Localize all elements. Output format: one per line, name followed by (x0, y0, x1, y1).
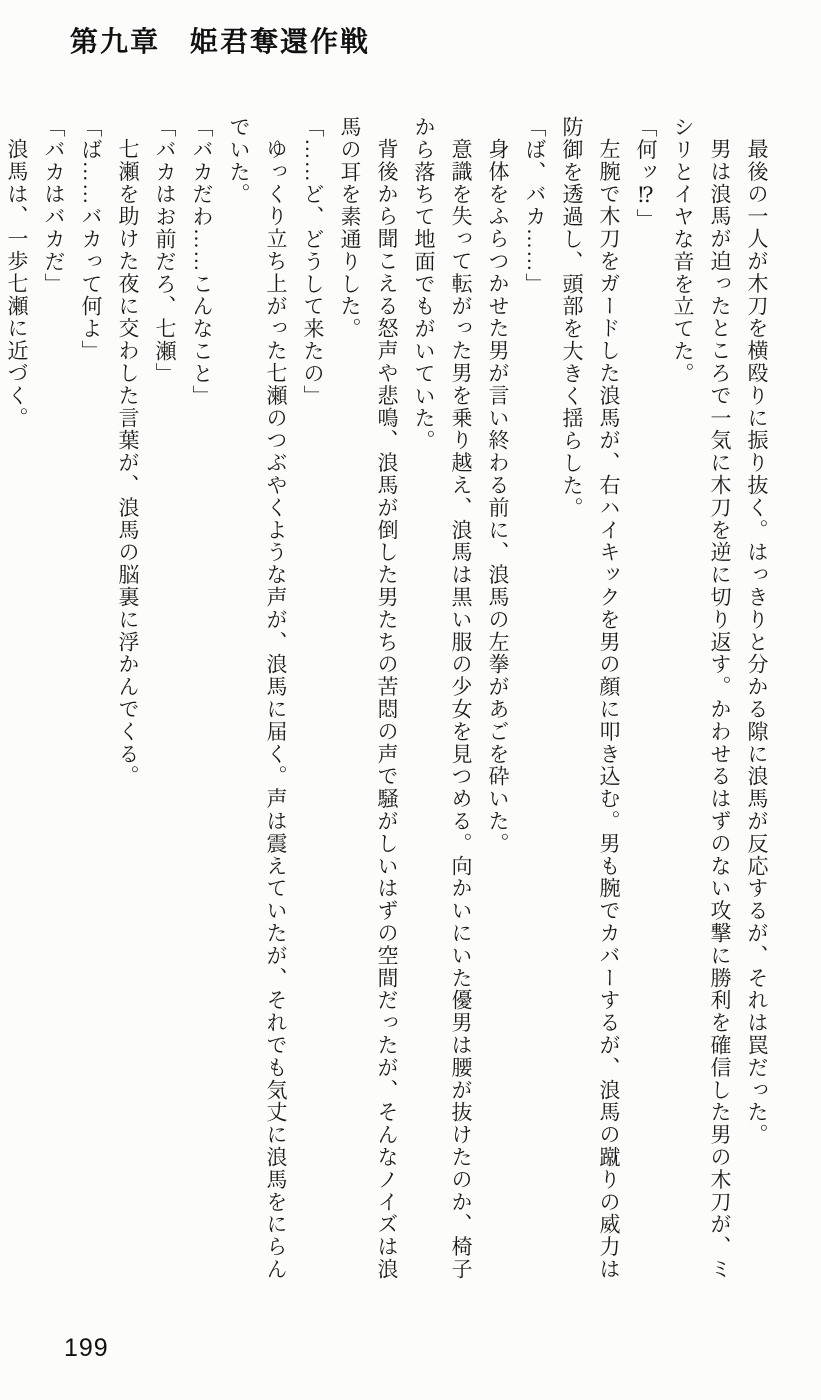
chapter-header: 第九章 姫君奪還作戦 (70, 27, 371, 58)
paragraph-12: 「バカはお前だろ、七瀬」 (153, 116, 177, 385)
paragraph-13: 七瀬を助けた夜に交わした言葉が、浪馬の脳裏に浮かんでくる。 (116, 138, 140, 788)
paragraph-4: 左腕で木刀をガードした浪馬が、右ハイキックを男の顔に叩き込む。男も腕でカバーするが、浪馬の蹴りの威力は防御を透過し、頭部を大きく揺らした。 (560, 116, 621, 1281)
paragraph-8: 背後から聞こえる怒声や悲鳴、浪馬が倒した男たちの苦悶の声で騒がしいはずの空間だったが、そんなノイズは浪馬の耳を素通りした。 (338, 116, 399, 1281)
paragraph-15: 「バカはバカだ」 (42, 116, 66, 296)
paragraph-1: 最後の一人が木刀を横殴りに振り抜く。はっきりと分かる隙に浪馬が反応するが、それは罠だった。 (745, 138, 769, 1146)
paragraph-11: 「バカだわ……こんなこと」 (190, 116, 214, 408)
paragraph-2: 男は浪馬が迫ったところで一気に木刀を逆に切り返す。かわせるはずのない攻撃に勝利を確信した男の木刀が、ミシリとイヤな音を立てた。 (671, 116, 732, 1281)
paragraph-6: 身体をふらつかせた男が言い終わる前に、浪馬の左拳があごを砕いた。 (486, 138, 510, 855)
paragraph-14: 「ば……バカって何よ」 (79, 116, 103, 363)
paragraph-7: 意識を失って転がった男を乗り越え、浪馬は黒い服の少女を見つめる。向かいにいた優男は腰が抜けたのか、椅子から落ちて地面でもがいていた。 (412, 116, 473, 1281)
body-text (0, 116, 775, 1301)
paragraph-3: 「何ッ⁉」 (634, 116, 658, 231)
paragraph-10: ゆっくり立ち上がった七瀬のつぶやくような声が、浪馬に届く。声は震えていたが、それでも気丈に浪馬をにらんでいた。 (227, 116, 288, 1281)
page-number: 199 (64, 1334, 109, 1362)
paragraph-5: 「ば、バカ……」 (523, 116, 547, 296)
paragraph-9: 「……ど、どうして来たの」 (301, 116, 325, 408)
paragraph-16: 浪馬は、一歩七瀬に近づく。 (5, 138, 29, 430)
